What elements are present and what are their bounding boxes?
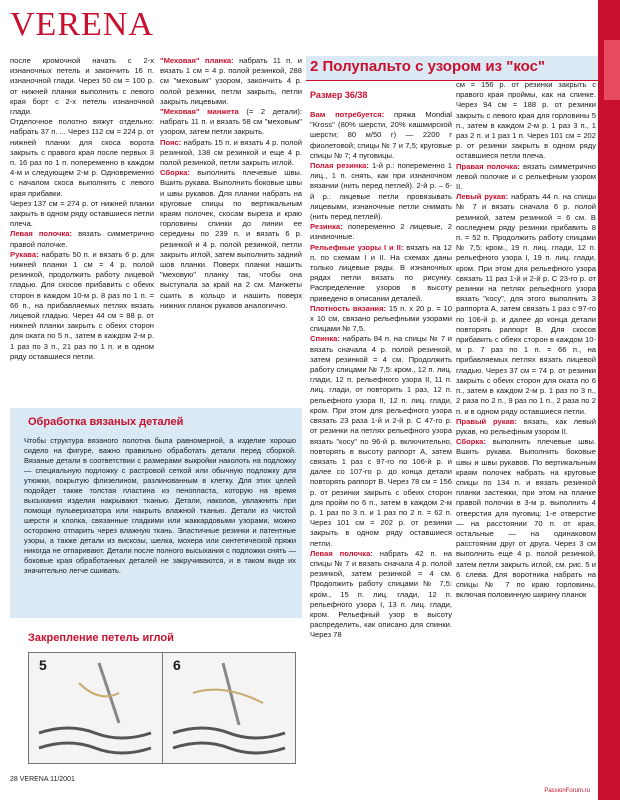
fixing-heading: Закрепление петель иглой [28, 632, 174, 644]
left-sleeve-label: Левый рукав: [456, 192, 509, 202]
assembly-text: выполнить плечевые швы. Вшить рукава. Выполнить боковые швы и швы рукавов. Для планки набрать на круговые спицы по вертикальным краям полочек, скосам выреза и краю горловины спинки до линии ее середины по 239 п. и вязать 6 р. резинкой и 4 р. полой резинкой, петли закрыть иглой, затем выполнить задний шов планки. Поверх планки нашить "меховую" планку так, чтобы она выступала за край на 2 см. Манжеты сшить в кольцо и нашить поверх нижних планок рукавов аналогично. [160, 168, 302, 310]
processing-panel [10, 408, 302, 618]
left-front-text: вязать симметрично правой полочке. [10, 229, 154, 249]
left-front-text: набрать 42 п. на спицы № 7 и вязать сначала 4 р. полой резинкой, затем резинкой = 4 см. Продолжить работу спицами № 7,5: кром., 15 п. лиц. глади, 12 п. рельефного узора I, 13 п. лиц. глади, кром. Рельефный узор в высоту распределить, как описано для спинки. Через 78 [310, 548, 452, 640]
stitch-diagram [28, 652, 296, 764]
right-front-label: Правая полочка: [456, 161, 520, 171]
page-spine [598, 0, 620, 800]
cuff-label: "Меховая" манжета [160, 107, 239, 117]
figure-number: 5 [39, 657, 47, 673]
relief-text: вязать на 12 п. по схемам I и II. На схемах даны только лицевые ряды. В изнаночных рядах петли вязать по рисунку. Распределение узоров в высоту приведено в описании деталей. [310, 242, 452, 303]
materials-text: пряжа Mondial "Kross" (80% шерсти, 20% кашмирской шерсти; 80 м/50 г) — 2200 г фиолетовой; спицы № 7 и 7,5; круговые спицы № 7; 4 пуговицы. [310, 110, 452, 160]
figure-6 [162, 653, 295, 763]
right-sleeve-label: Правый рукав: [456, 416, 517, 426]
column-2 [160, 56, 302, 311]
assembly-label: Сборка: [456, 437, 486, 447]
back-label: Спинка: [310, 334, 340, 344]
rib-label: Резинка: [310, 222, 343, 232]
knit-illustration-icon [163, 653, 295, 763]
col1-paragraph: Через 137 см = 274 р. от нижней планки закрыть в одном ряду оставшиеся петли плеча. [10, 198, 154, 229]
col1-paragraph: после кромочной начать с 2-х изнаночных петель и закончить 16 п. изнаночной глади. Через 50 см = 100 р. от нижней планки выполнить с левого края борт с 2-х петель изнаночной глади. [10, 56, 154, 117]
left-sleeve-text: набрать 44 п. на спицы № 7 и вязать сначала 6 р. полой резинкой, затем резинкой = 6 см. В последнем ряду резинки прибавить 8 п. = 52 п. Продолжить работу спицами № 7,5: кром., 19 п. лиц. глади, 12 п. рельефного узора I, 19 п. лиц. глади, кром. При этом для рельефного узора связать 11 раз 1-й и 2-й р. С 23-го р. от резинки на петлях рельефного узора вязать "косу", для этого выполнить 3 раппорта А, затем связать 1 раз с 97-го по 106-й р. и далее до конца детали повторять раппорт В. Для скосов прибавить с обеих сторон в каждом 10-м р. 7 раз по 1 п. = 66 п., на прибавляемых петлях вязать лицевой гладью. Через 37 см = 74 р. от резинки закрыть с обеих сторон для оката по 6 п., затем в каждом 2-м р. 1 раз по 3 п., 2 раза по 2 п., 9 раз по 1 п., 2 раза по 2 п. и в одном ряду оставшиеся петли. [456, 192, 596, 416]
knit-illustration-icon [29, 653, 161, 763]
assembly-label: Сборка: [160, 168, 190, 178]
spine-tab [604, 40, 620, 100]
right-front-text: вязать симметрично левой полочке и с рельефным узором II. [456, 161, 596, 192]
cuff-text: (= 2 детали): набрать 11 п. и вязать 58 см "меховым" узором, затем петли закрыть. [160, 107, 302, 137]
hollow-rib-text: 1-й р.: попеременно 1 лиц., 1 п. снять, как при изнаночном вязании (нить перед петлей). 2-й р. – 6-й р.: лицевые петли провязывать лицевыми, изнаночные петли снимать (нить перед петлей). [310, 161, 452, 222]
page-footer: 28 VERENA 11/2001 [10, 776, 75, 783]
figure-number: 6 [173, 657, 181, 673]
column-4 [456, 80, 596, 600]
sleeves-label: Рукава: [10, 249, 39, 259]
magazine-logo: VERENA [10, 6, 154, 43]
column-3 [310, 110, 452, 641]
figure-5 [29, 653, 161, 763]
left-front-label: Левая полочка: [10, 229, 73, 239]
materials-label: Вам потребуется: [310, 110, 385, 119]
left-front-label: Левая полочка: [310, 548, 373, 558]
column-1 [10, 56, 154, 362]
col4-paragraph: см = 156 р. от резинки закрыть с правого края проймы, как на спинке. Через 94 см = 188 р. от резинки закрыть с левого края для горловины 5 п., затем в каждом 2-м р. 1 раз 3 п., 1 раз 2 п. и 1 раз 1 п. Через 101 см = 202 р. от резинки закрыть в одном ряду оставшиеся петли плеча. [456, 80, 596, 161]
article-title-bar [306, 56, 598, 81]
hollow-rib-label: Полая резинка: [310, 161, 369, 171]
panel-heading: Обработка вязаных деталей [28, 416, 184, 428]
plank-text: набрать 11 п. и вязать 1 см = 4 р. полой резинкой, 288 см "меховым" узором, закончить 4 р. полой резинки, петли закрыть, петли закрыть лицевыми. [160, 56, 302, 106]
back-text: набрать 84 п. на спицы № 7 и вязать сначала 4 р. полой резинкой, затем резинкой = 4 см. Продолжить работу спицами № 7,5: кром., 12 п. лиц. глади, 12 п. рельефного узора II, 11 п. лиц. глади, от повторить 1 раз, 12 п. рельефного узора II, 12 п. лиц. глади, кром. При этом для рельефного узора связать 23 раза 1-й и 2-й р. С 47-го р. от резинки на петлях рельефного узора вязать "косу" по 96-й р. включительно, повторять в высоту раппорт А, затем связать 1 раз с 97-го по 106-й р. и далее со 107-го р. до конца детали повторять раппорт В. Через 78 см = 156 р. от резинки закрыть с обеих сторон для пройм по 6 п., затем в каждом 2-м р. 1 раз по 3 п. и 1 раз по 2 п. = 62 п. Через 101 см = 202 р. от резинки закрыть в одном ряду оставшиеся петли. [310, 334, 452, 548]
belt-label: Пояс: [160, 137, 182, 147]
plank-label: "Меховая" планка: [160, 56, 234, 65]
col1-paragraph: Отделочное полотно вяжут отдельно: набрать 37 п. ... Через 112 см = 224 р. от нижней планки для скоса ворота закрыть с правого края после первых 3 п. 16 раз по 1 п. попеременно в каждом 4-м и следующем 2-м р. Одновременно с началом скоса выполнить с левого края прибавки. [10, 117, 154, 198]
assembly-text: выполнить плечевые швы. Вшить рукава. Выполнить боковые швы и швы рукавов. По вертикальным краям полочек набрать на круговые спицы по 134 п. и вязать резинкой планки застежки, при этом на планке правой полочки в 3-м р. выполнить 4 отверстия для пуговиц: 1-е отверстие — на расстоянии 70 п. от края, остальные — на одинаковом расстоянии друг от друга. Через 3 см выполнить еще 4 р. полой резинкой, затем петли закрыть иглой, см. рис. 5 и 6 слева. Для воротника набрать на спицы № 7 по краю горловины, включая половинную ширину планок [456, 437, 596, 600]
right-sleeve-text: вязать, как левый рукав, но рельефным узором II. [456, 416, 596, 436]
relief-label: Рельефные узоры I и II: [310, 242, 404, 252]
site-watermark: PassionForum.ru [544, 788, 590, 794]
rib-text: попеременно 2 лицевые, 2 изнаночные. [310, 222, 452, 242]
density-text: 15 п. х 20 р. = 10 х 10 см, связано рельефными узорами спицами № 7,5. [310, 303, 452, 334]
panel-body: Чтобы структура вязаного полотна была равномерной, а изделие хорошо сидело на фигуре, важно правильно обработать детали перед сборкой. Вязаные детали в соответствии с размерами выкройки наколоть на подложку — специальную подложку с растровой сеткой или обычную подложку для утюжки, покрытую флизелином, разлинованным в клетку. Для этих целей подойдет также толстая пластина из пенопласта, которую на время высыхания изделия накрывают тканью. Детали, наколов, увлажнить при помощи пульверизатора или накрыть влажной тканью. Детали из чистой шерсти и хлопка, связанные гладкими или жаккардовыми узорами, можно осторожно отпарить через влажную ткань. Эластичные резинки и патентные узоры, а также детали из вискозы, шелка, мохера или синтетической пряжи никогда не отпаривают. Детали после полного высыхания с подложки снять — боковые края обработанных деталей не закручиваются, и в таком виде их значительно легче сшивать. [24, 436, 296, 575]
article-title: 2 Полупальто с узором из "кос" [310, 58, 546, 75]
size-label: Размер 36/38 [310, 90, 368, 100]
sleeves-text: набрать 50 п. и вязать 6 р. для нижней планки 1 см = 4 р. полой резинкой, продолжить работу лицевой гладью. Для скосов прибавить с обеих сторон в каждом 10-м р. 8 раз по 1 п. = 66 п., на прибавляемых петлях вязать лицевой гладью. Через 44 см = 88 р. от нижней планки закрыть с обеих сторон для оката по 5 п., затем в каждом 2-м р. 1 раз по 3 п., 21 раз по 1 п. и в одном ряду оставшиеся петли. [10, 249, 154, 361]
belt-text: набрать 15 п. и вязать 4 р. полой резинкой, 138 см резинкой и еще 4 р. полой резинкой, петли закрыть иглой. [160, 137, 302, 168]
density-label: Плотность вязания: [310, 303, 387, 313]
